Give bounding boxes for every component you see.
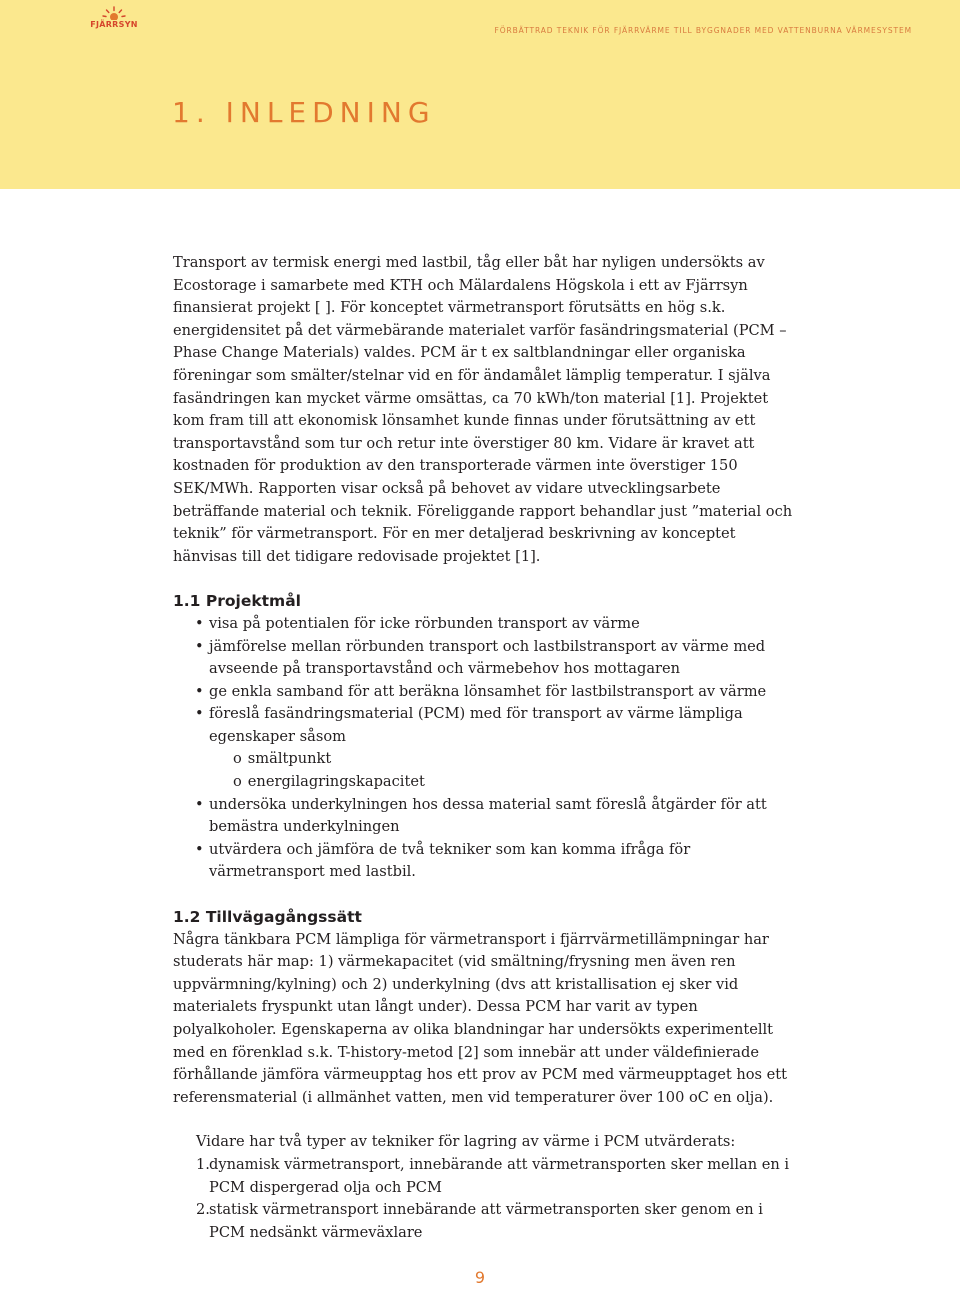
list-item: • jämförelse mellan rörbunden transport och lastbilstransport av värme med avseende på transportavstånd och värmebehov hos mottagaren (173, 636, 793, 681)
list-number: 1. (196, 1155, 210, 1173)
running-head: FÖRBÄTTRAD TEKNIK FÖR FJÄRRVÄRME TILL BYGGNADER MED VATTENBURNA VÄRMESYSTEM (494, 26, 912, 35)
sub-list-marker: o (233, 750, 242, 768)
techniques-list (196, 1154, 793, 1244)
sub-list-item (209, 771, 793, 794)
list-item: • visa på potentialen för icke rörbunden transport av värme (173, 613, 793, 636)
list-item (173, 703, 793, 793)
list-number: 2. (196, 1201, 210, 1219)
method-paragraph: Några tänkbara PCM lämpliga för värmetransport i fjärrvärmetillämpningar har studerats här map: 1) värmekapacitet (vid smältning/frysning men även ren uppvärmning/kylning) och 2) underkylning (dvs att kristallisation ej sker vid materialets fryspunkt utan långt under). Dessa PCM har varit av typen polyalkoholer. Egenskaperna av olika blandningar har undersökts experimentellt med en förenklad s.k. T-history-metod [2] som innebär att under väldefinierade förhållande jämföra värmeupptag hos ett prov av PCM med värmeupptaget hos ett referensmaterial (i allmänhet vatten, men vid temperaturer över 100 oC en olja). (173, 930, 788, 1106)
list-item (196, 1199, 793, 1244)
intro-paragraph: Transport av termisk energi med lastbil, tåg eller båt har nyligen undersökts av Ecostorage i samarbete med KTH och Mälardalens Högskola i ett av Fjärrsyn finansierat projekt [ ]. För konceptet värmetransport förutsätts en hög s.k. energidensitet på det värmebärande materialet varför fasändringsmaterial (PCM – Phase Change Materials) valdes. PCM är t ex saltblandningar eller organiska föreningar som smälter/stelnar vid en för ändamålet lämplig temperatur. I själva fasändringen kan mycket värme omsättas, ca 70 kWh/ton material [1]. Projektet kom fram till att ekonomisk lönsamhet kunde finnas under förutsättning av ett transportavstånd som tur och retur inte överstiger 80 km. Vidare är kravet att kostnaden för produktion av den transporterade värmen inte överstiger 150 SEK/MWh. Rapporten visar också på behovet av vidare utvecklingsarbete beträffande material och teknik. Föreliggande rapport behandlar just ”material och teknik” för värmetransport. För en mer detaljerad beskrivning av konceptet hänvisas till det tidigare redovisade projektet [1]. (173, 254, 793, 565)
list-item-text: statisk värmetransport innebärande att värmetransporten sker genom en i PCM nedsänkt värmeväxlare (209, 1201, 763, 1241)
goals-list (173, 613, 793, 884)
list-item: • utvärdera och jämföra de två tekniker som kan komma ifråga för värmetransport med lastbil. (173, 839, 793, 884)
sub-list-marker: o (233, 773, 242, 791)
section-heading-tillvagagangssatt: 1.2 Tillvägagångssätt (173, 908, 362, 927)
list-item (196, 1154, 793, 1199)
fjarrsyn-logo (88, 6, 140, 30)
page-number: 9 (474, 1268, 486, 1287)
logo-wordmark: FJÄRRSYN (90, 20, 138, 29)
sub-list-item-text: smältpunkt (247, 750, 332, 768)
techniques-intro: Vidare har två typer av tekniker för lagring av värme i PCM utvärderats: (196, 1133, 736, 1151)
sun-icon (102, 6, 126, 20)
chapter-title: 1. INLEDNING (172, 96, 436, 129)
techniques-block (173, 1131, 793, 1244)
sub-list-item-text: energilagringskapacitet (247, 773, 425, 791)
page-content (173, 252, 793, 1244)
sub-list (209, 748, 793, 793)
list-item: • ge enkla samband för att beräkna lönsamhet för lastbilstransport av värme (173, 681, 793, 704)
sub-list-item (209, 748, 793, 771)
section-heading-projektmal: 1.1 Projektmål (173, 592, 301, 611)
list-item: • undersöka underkylningen hos dessa material samt föreslå åtgärder för att bemästra underkylningen (173, 794, 793, 839)
list-item-text: dynamisk värmetransport, innebärande att värmetransporten sker mellan en i PCM dispergerad olja och PCM (209, 1155, 790, 1196)
list-item-text: föreslå fasändringsmaterial (PCM) med för transport av värme lämpliga egenskaper såsom (209, 705, 743, 745)
